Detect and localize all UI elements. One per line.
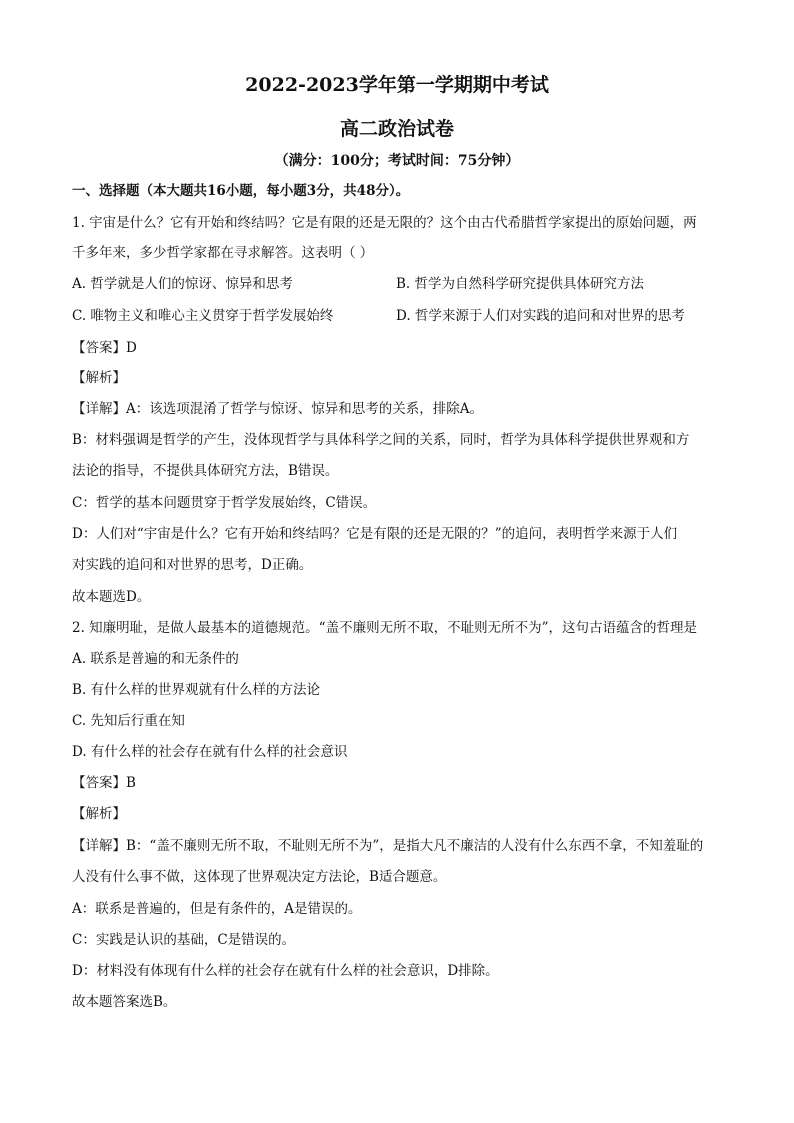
- q2-option-c: C. 先知后行重在知: [72, 713, 185, 729]
- q1-detail-3: C：哲学的基本问题贯穿于哲学发展始终，C错误。: [72, 495, 377, 511]
- exam-meta: （满分：100分；考试时间：75分钟）: [274, 153, 520, 169]
- q2-analysis-label: 【解析】: [72, 806, 126, 822]
- q2-option-a: A. 联系是普遍的和无条件的: [72, 651, 239, 667]
- q2-detail-3: C：实践是认识的基础，C是错误的。: [72, 932, 296, 948]
- q2-option-b: B. 有什么样的世界观就有什么样的方法论: [72, 682, 321, 698]
- q1-detail-2b: 法论的指导，不提供具体研究方法，B错误。: [72, 463, 339, 479]
- q1-detail-2a: B：材料强调是哲学的产生，没体现哲学与具体科学之间的关系，同时，哲学为具体科学提供世界观和方: [72, 432, 690, 448]
- q2-detail-4: D：材料没有体现有什么样的社会存在就有什么样的社会意识，D排除。: [72, 963, 499, 979]
- q2-answer: 【答案】B: [72, 775, 136, 791]
- exam-subtitle: 高二政治试卷: [339, 118, 454, 140]
- section-heading: 一、选择题（本大题共16小题，每小题3分，共48分）。: [72, 183, 410, 199]
- q2-detail-2: A：联系是普遍的，但是有条件的，A是错误的。: [72, 901, 362, 917]
- q1-answer: 【答案】D: [72, 340, 137, 356]
- q1-stem-line2: 千多年来，多少哲学家都在寻求解答。这表明（ ）: [72, 245, 374, 261]
- q2-option-d: D. 有什么样的社会存在就有什么样的社会意识: [72, 744, 348, 760]
- q1-analysis-label: 【解析】: [72, 370, 126, 386]
- exam-title: 2022-2023学年第一学期期中考试: [245, 74, 549, 96]
- q1-option-d: D. 哲学来源于人们对实践的追问和对世界的思考: [396, 308, 685, 324]
- q1-detail-1: 【详解】A：该选项混淆了哲学与惊讶、惊异和思考的关系，排除A。: [72, 401, 483, 417]
- q1-option-b: B. 哲学为自然科学研究提供具体研究方法: [396, 276, 645, 292]
- q1-stem-line1: 1. 宇宙是什么？它有开始和终结吗？它是有限的还是无限的？这个由古代希腊哲学家提出的原始问题，两: [72, 215, 697, 231]
- q1-conclusion: 故本题选D。: [72, 589, 151, 605]
- q1-option-c: C. 唯物主义和唯心主义贯穿于哲学发展始终: [72, 308, 334, 324]
- q2-detail-1b: 人没有什么事不做，这体现了世界观决定方法论，B适合题意。: [72, 869, 447, 885]
- q2-detail-1a: 【详解】B：“盖不廉则无所不取，不耻则无所不为”，是指大凡不廉洁的人没有什么东西不拿，不知羞耻的: [72, 838, 704, 854]
- q1-option-a: A. 哲学就是人们的惊讶、惊异和思考: [72, 276, 293, 292]
- q1-detail-4b: 对实践的追问和对世界的思考，D正确。: [72, 557, 313, 573]
- q2-stem: 2. 知廉明耻，是做人最基本的道德规范。“盖不廉则无所不取，不耻则无所不为”，这句古语蕴含的哲理是: [72, 620, 697, 636]
- q2-conclusion: 故本题答案选B。: [72, 994, 177, 1010]
- q1-detail-4a: D：人们对“宇宙是什么？它有开始和终结吗？它是有限的还是无限的？”的追问，表明哲学来源于人们: [72, 526, 678, 542]
